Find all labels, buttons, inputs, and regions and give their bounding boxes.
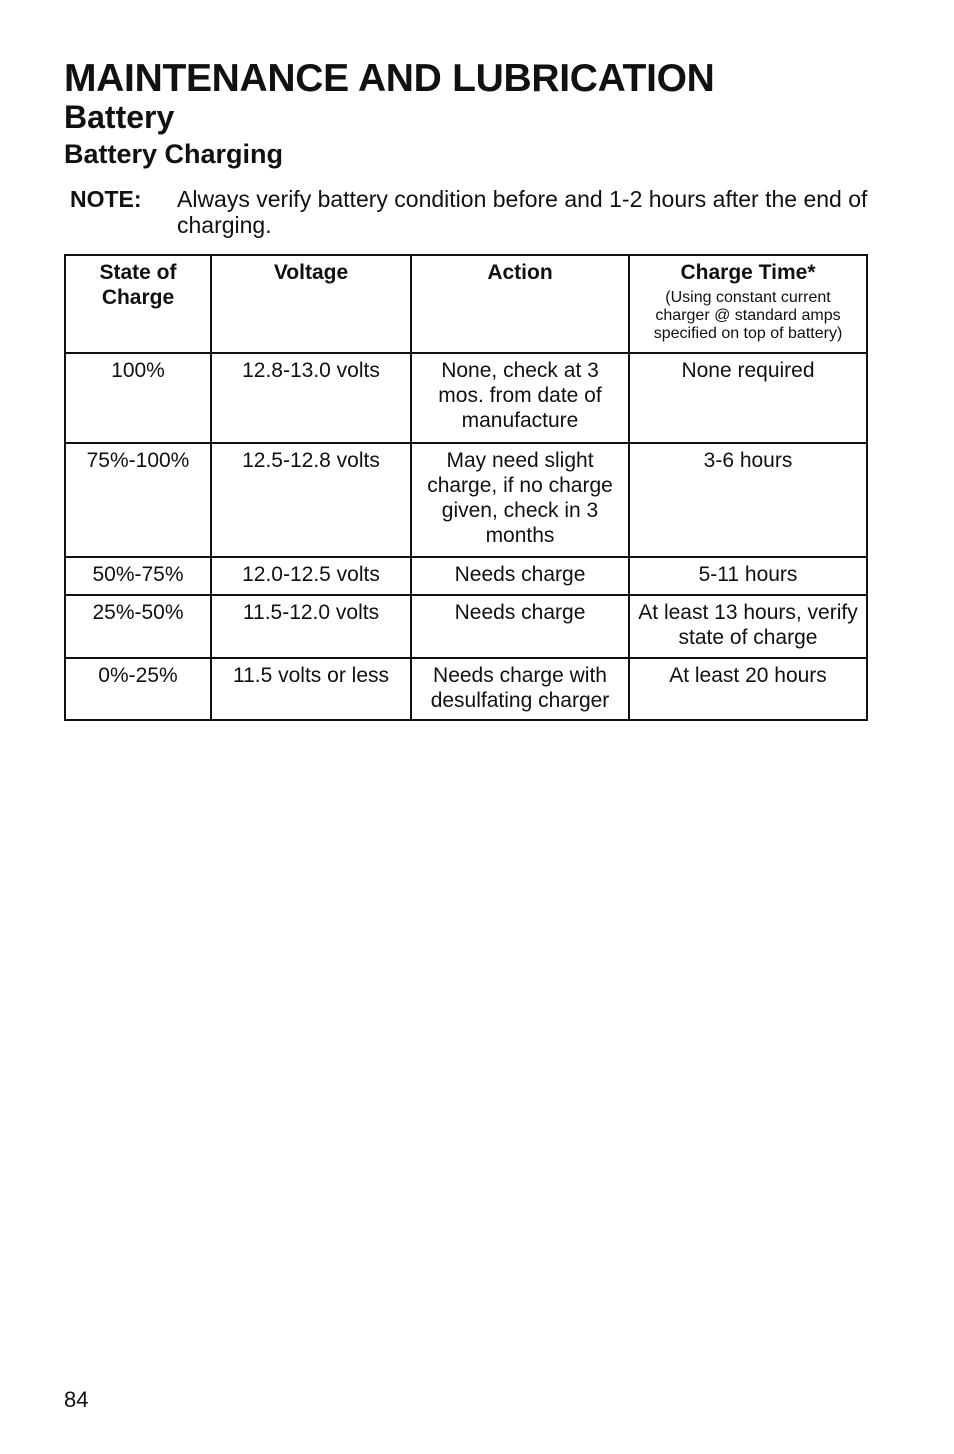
cell-action: Needs charge [411, 595, 629, 658]
header-voltage [211, 255, 411, 353]
cell-state-of-charge: 25%-50% [65, 595, 211, 658]
cell-voltage: 12.8-13.0 volts [211, 353, 411, 443]
note-text: Always verify battery condition before and 1-2 hours after the end of charging. [177, 186, 868, 238]
header-charge-time [629, 255, 867, 353]
cell-action: Needs charge with desulfating charger [411, 658, 629, 720]
cell-state-of-charge: 50%-75% [65, 557, 211, 595]
header-state-of-charge [65, 255, 211, 353]
cell-action: Needs charge [411, 557, 629, 595]
header-subnote: (Using constant current charger @ standard amps specified on top of battery) [653, 289, 843, 342]
note-label: NOTE: [70, 186, 142, 212]
cell-state-of-charge: 100% [65, 353, 211, 443]
cell-voltage: 12.5-12.8 volts [211, 443, 411, 557]
cell-charge-time: 3-6 hours [629, 443, 867, 557]
table-row [65, 595, 867, 658]
table-row [65, 658, 867, 720]
page-number: 84 [64, 1387, 89, 1412]
cell-voltage: 11.5-12.0 volts [211, 595, 411, 658]
cell-state-of-charge: 0%-25% [65, 658, 211, 720]
subsection-title: Battery Charging [64, 139, 284, 169]
battery-charging-table [64, 254, 868, 721]
header-label: State of Charge [99, 261, 177, 309]
header-action [411, 255, 629, 353]
cell-charge-time: At least 20 hours [629, 658, 867, 720]
header-label: Charge Time* [680, 261, 816, 284]
cell-action: May need slight charge, if no charge given, check in 3 months [411, 443, 629, 557]
cell-voltage: 12.0-12.5 volts [211, 557, 411, 595]
table-row [65, 353, 867, 443]
table-row [65, 443, 867, 557]
cell-charge-time: At least 13 hours, verify state of charge [629, 595, 867, 658]
cell-charge-time: 5-11 hours [629, 557, 867, 595]
section-title: Battery [64, 99, 175, 135]
cell-voltage: 11.5 volts or less [211, 658, 411, 720]
table-row [65, 557, 867, 595]
table-header-row [65, 255, 867, 353]
cell-charge-time: None required [629, 353, 867, 443]
header-label: Voltage [273, 261, 349, 284]
cell-state-of-charge: 75%-100% [65, 443, 211, 557]
page-title: MAINTENANCE AND LUBRICATION [64, 57, 715, 100]
header-label: Action [487, 261, 553, 284]
cell-action: None, check at 3 mos. from date of manufacture [411, 353, 629, 443]
